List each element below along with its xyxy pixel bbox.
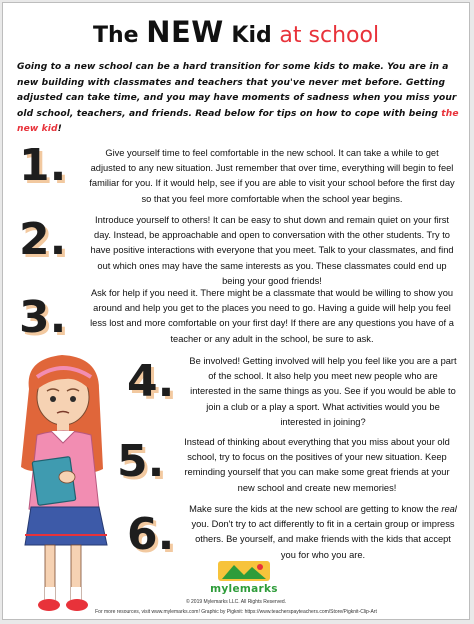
intro-accent: the new kid (17, 108, 459, 135)
tip-text-3: Ask for help if you need it. There might be a classmate that would be willing to show you around and help you get to the places you need to go. Having a guide will help you feel less lost and more comfortable on your first day! If there are any questions you have of a teacher or any adult in the school, be sure to ask. (90, 288, 454, 344)
title-part-kid: Kid (223, 23, 280, 48)
tip-number-4: 4. (127, 356, 175, 407)
footer-resources: For more resources, visit www.mylemarks.com! Graphic by Pigknit: https://www.teacherspayteachers.com/Store/Pigknit-Clip-Art (95, 609, 377, 615)
tip-text-6-before: Make sure the kids at the new school are getting to know the (189, 504, 442, 514)
intro-paragraph (17, 60, 461, 138)
logo-emblem-icon (208, 559, 280, 583)
girl-illustration (7, 349, 125, 620)
tip-text-4: Be involved! Getting involved will help you feel like you are a part of the school. It also help you meet new people who are interested in the same things as you. See if you would be able to join a club or a play a sport. What activities would you be interested in joining? (189, 356, 457, 427)
tip-text-5: Instead of thinking about everything that you miss about your old school, try to focus on the positives of your new situation. Keep reminding yourself that you can make some great friends at your new school and create new memories! (184, 437, 450, 493)
logo-text: mylemarks (210, 583, 278, 595)
tip-text-6-emphasis: real (441, 504, 457, 514)
tip-number-6: 6. (127, 509, 175, 560)
tip-number-5: 5. (117, 436, 165, 487)
tip-number-2: 2. (19, 214, 67, 265)
intro-end: ! (57, 124, 62, 135)
intro-text: Going to a new school can be a hard transition for some kids to make. You are in a new building with classmates and teachers that you've never met before. Getting adjusted can take time, and you may have moments of sadness when you miss your old school, teachers, and friends. Read below for tips on how to cope with being (17, 62, 457, 119)
tip-text-1: Give yourself time to feel comfortable in the new school. It can take a while to get adjusted to any new situation. Just remember that over time, everything will begin to feel familiar for you. If it would help, see if you are able to visit your school before the first day so that you feel more comfortable when the school year begins. (89, 148, 455, 204)
tip-number-3: 3. (19, 292, 67, 343)
tip-number-1: 1. (19, 140, 67, 191)
title-part-at-school: at school (279, 23, 380, 48)
title-part-new: NEW (146, 15, 224, 49)
title-part-the: The (92, 23, 147, 48)
tip-text-6-after: you. Don't try to act differently to fit in a certain group or impress others. Be yourself, and make friends with the kids that accept you for who you are. (191, 519, 455, 560)
page-title (3, 15, 469, 49)
copyright-text: © 2019 Mylemarks LLC. All Rights Reserved. (185, 599, 287, 605)
worksheet-page (2, 2, 470, 620)
tip-text-2: Introduce yourself to others! It can be easy to shut down and remain quiet on your first day. Instead, be approachable and open to conversation with the other students. Try to have positive interactions with everyone that you meet. Talk to your classmates, and find out which ones may have the same interests as you. These classmates could end up being your good friends! (90, 215, 454, 286)
tip-text-6 (187, 502, 459, 563)
mylemarks-logo (208, 559, 280, 597)
